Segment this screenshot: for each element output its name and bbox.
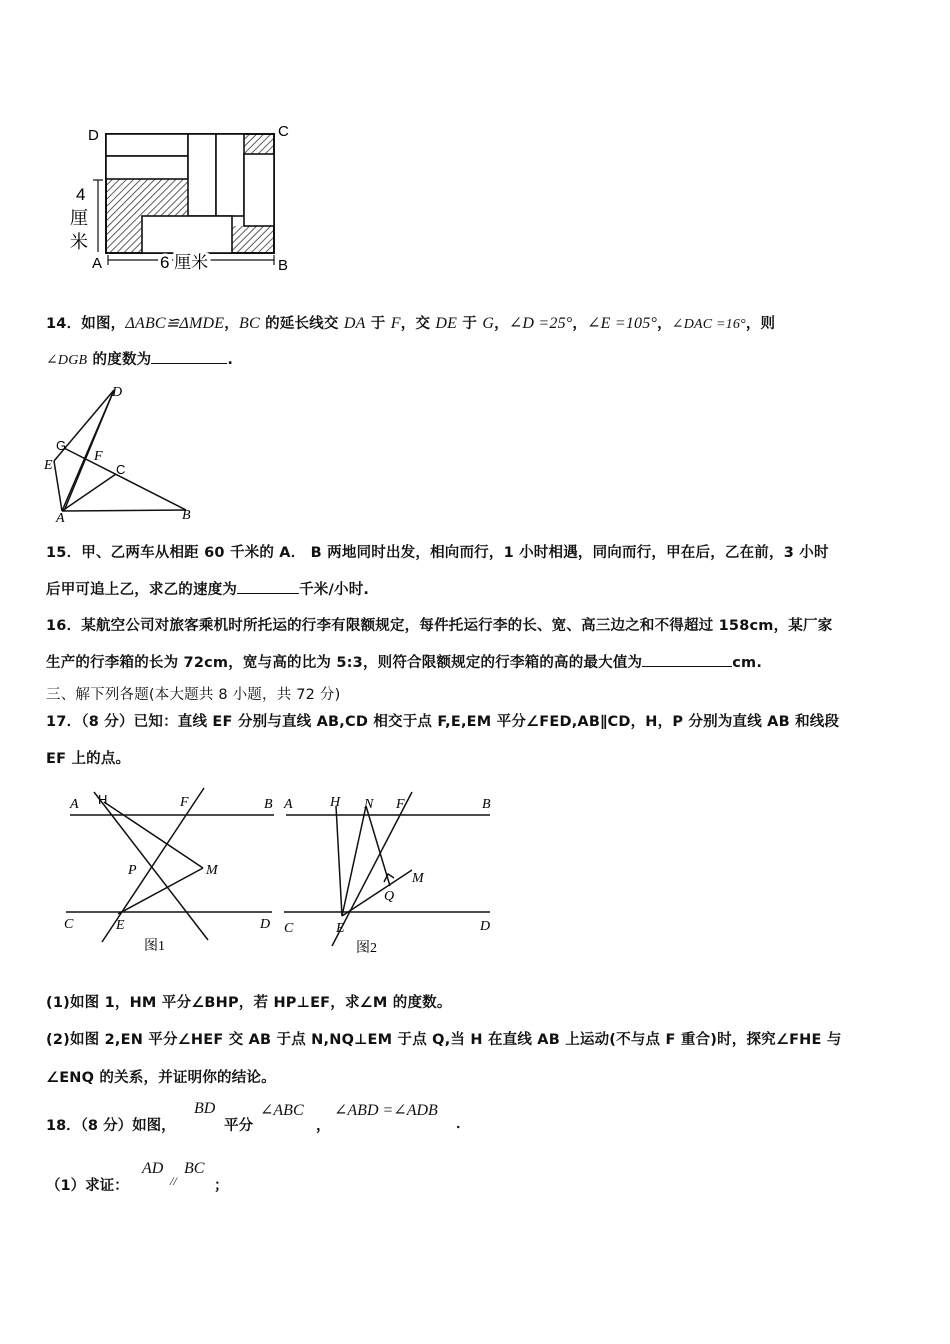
- label-A: A: [56, 511, 65, 523]
- label-A: A: [284, 797, 293, 812]
- caption-fig1: 图1: [144, 939, 165, 954]
- seg-A-B: [62, 510, 186, 511]
- label-side-mi: 米: [70, 232, 88, 252]
- label-F: F: [94, 449, 103, 464]
- q17-part1: (1)如图 1，HM 平分∠BHP，若 HP⊥EF，求∠M 的度数。: [46, 995, 452, 1011]
- figure-triangles: [40, 383, 200, 523]
- q17-part2-line2: ∠ENQ 的关系，并证明你的结论。: [46, 1070, 276, 1086]
- label-E: E: [44, 458, 53, 473]
- label-C: C: [278, 123, 289, 140]
- seg-E-N: [342, 806, 366, 916]
- q14-answer-blank[interactable]: [151, 351, 227, 364]
- label-side-li: 厘: [70, 208, 88, 228]
- label-D: D: [480, 919, 491, 934]
- shaded-region-bottom-right: [232, 226, 274, 253]
- shaded-region-corner: [244, 134, 274, 154]
- piece-vertical-right: [244, 154, 274, 226]
- label-P: P: [128, 863, 137, 878]
- q18-line1: 18．（8 分）如图， BD 平分 ∠ABC ， ∠ABD =∠ADB ．: [46, 1100, 471, 1134]
- q15-line1: 15．甲、乙两车从相距 60 千米的 A． B 两地同时出发，相向而行，1 小时相遇，同向而行，甲在后，乙在前，3 小时: [46, 545, 829, 561]
- label-C: C: [284, 921, 294, 936]
- label-M: M: [412, 871, 424, 886]
- label-C: C: [64, 917, 74, 932]
- label-H: H: [98, 792, 108, 807]
- label-D: D: [88, 127, 99, 144]
- label-A: A: [70, 797, 79, 812]
- seg-H-long: [94, 792, 208, 940]
- label-F: F: [396, 797, 405, 812]
- q17-line2: EF 上的点。: [46, 751, 131, 767]
- label-F: F: [180, 795, 189, 810]
- label-Q: Q: [384, 889, 395, 904]
- label-A: A: [92, 255, 103, 272]
- caption-fig2: 图2: [356, 941, 377, 956]
- piece-second-bar: [106, 156, 188, 179]
- q16-line1: 16．某航空公司对旅客乘机时所托运的行李有限额规定，每件托运行李的长、宽、高三边之和不得超过 158cm，某厂家: [46, 618, 833, 634]
- label-M: M: [206, 863, 218, 878]
- piece-top-bar: [106, 134, 188, 156]
- q16-answer-blank[interactable]: [642, 654, 732, 667]
- q14-line2: ∠DGB 的度数为 .: [46, 352, 234, 368]
- q17-part2-line1: (2)如图 2,EN 平分∠HEF 交 AB 于点 N,NQ⊥EM 于点 Q,当 H 在直线 AB 上运动(不与点 F 重合)时，探究∠FHE 与: [46, 1032, 842, 1048]
- label-D: D: [112, 385, 123, 400]
- label-C: C: [116, 462, 126, 477]
- label-E: E: [336, 921, 345, 936]
- figure-17-2: [280, 786, 496, 958]
- q16-line2: 生产的行李箱的长为 72cm，宽与高的比为 5:3，则符合限额规定的行李箱的高的最大值为 cm.: [46, 655, 763, 671]
- q15-answer-blank[interactable]: [237, 581, 299, 594]
- piece-bottom-bar: [142, 216, 232, 253]
- label-B: B: [482, 797, 491, 812]
- label-N: N: [364, 797, 374, 812]
- label-G: G: [56, 438, 67, 453]
- figure-rectangle-puzzle: [60, 118, 310, 278]
- label-B: B: [264, 797, 273, 812]
- label-H: H: [330, 795, 341, 810]
- seg-E-A: [54, 461, 62, 511]
- seg-G-B: [64, 448, 186, 510]
- label-E: E: [116, 918, 125, 933]
- label-D: D: [260, 917, 271, 932]
- q17-line1: 17．（8 分）已知：直线 EF 分别与直线 AB,CD 相交于点 F,E,EM 平分∠FED,AB∥CD，H，P 分别为直线 AB 和线段: [46, 714, 840, 730]
- seg-E-M: [342, 870, 412, 916]
- q14-line1: 14．如图，ΔABC≌ΔMDE，BC 的延长线交 DA 于 F，交 DE 于 G，∠D =25°，∠E =105°，∠DAC =16°，则: [46, 315, 776, 332]
- section-3-heading: 三、解下列各题(本大题共 8 小题，共 72 分): [46, 687, 341, 703]
- piece-vertical-2: [216, 134, 244, 216]
- label-B: B: [182, 508, 191, 523]
- figure-17-1: [58, 786, 280, 958]
- label-side-4: 4: [76, 185, 86, 204]
- q15-line2: 后甲可追上乙，求乙的速度为 千米/小时.: [46, 582, 370, 598]
- label-B: B: [278, 257, 289, 274]
- piece-vertical-1: [188, 134, 216, 216]
- q18-part1: （1）求证： AD // BC ；: [46, 1160, 229, 1194]
- label-bottom-6cm: 6 厘米: [160, 253, 209, 272]
- seg-E-H: [336, 806, 342, 916]
